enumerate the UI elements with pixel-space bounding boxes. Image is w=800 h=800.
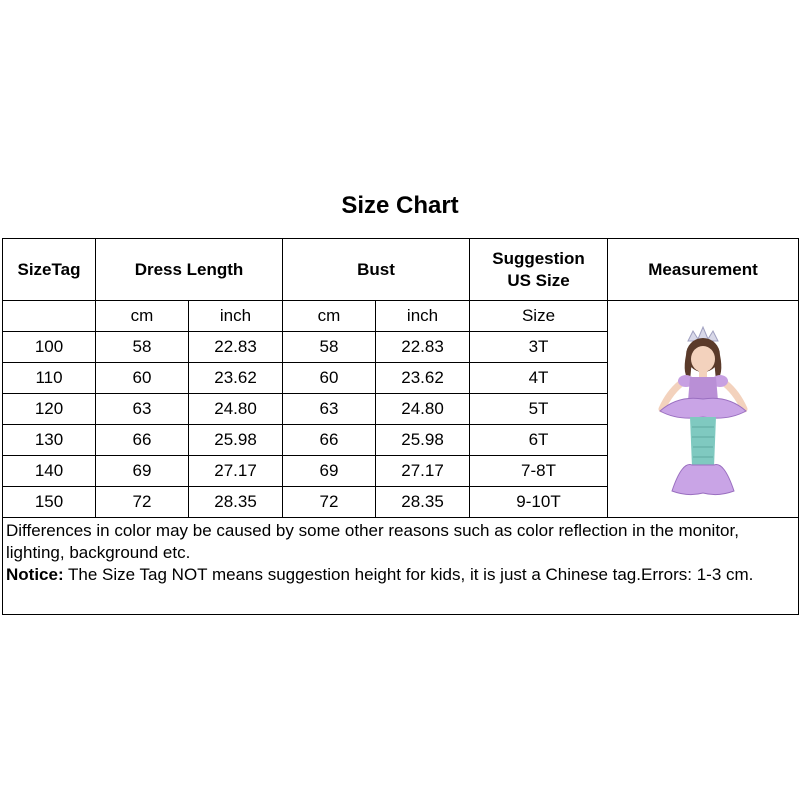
cell-bust-cm: 60 bbox=[283, 363, 376, 394]
cell-us-size: 3T bbox=[470, 332, 608, 363]
cell-dress-inch: 22.83 bbox=[189, 332, 283, 363]
girl-in-mermaid-dress-image bbox=[648, 319, 758, 499]
unit-empty bbox=[3, 301, 96, 332]
cell-us-size: 7-8T bbox=[470, 456, 608, 487]
header-dress-length: Dress Length bbox=[96, 239, 283, 301]
unit-bust-inch: inch bbox=[376, 301, 470, 332]
cell-bust-cm: 63 bbox=[283, 394, 376, 425]
cell-bust-inch: 23.62 bbox=[376, 363, 470, 394]
cell-dress-cm: 72 bbox=[96, 487, 189, 518]
header-row bbox=[3, 239, 799, 301]
cell-size-tag: 140 bbox=[3, 456, 96, 487]
chart-title: Size Chart bbox=[341, 192, 459, 219]
cell-dress-cm: 63 bbox=[96, 394, 189, 425]
cell-size-tag: 120 bbox=[3, 394, 96, 425]
size-table bbox=[2, 238, 799, 615]
header-size-tag: SizeTag bbox=[3, 239, 96, 301]
cell-dress-inch: 24.80 bbox=[189, 394, 283, 425]
cell-dress-cm: 69 bbox=[96, 456, 189, 487]
cell-dress-inch: 27.17 bbox=[189, 456, 283, 487]
header-suggestion-line2: US Size bbox=[507, 270, 570, 290]
cell-size-tag: 150 bbox=[3, 487, 96, 518]
header-suggestion-line1: Suggestion bbox=[492, 248, 585, 268]
cell-dress-inch: 25.98 bbox=[189, 425, 283, 456]
cell-dress-cm: 60 bbox=[96, 363, 189, 394]
header-bust: Bust bbox=[283, 239, 470, 301]
cell-size-tag: 110 bbox=[3, 363, 96, 394]
unit-dress-inch: inch bbox=[189, 301, 283, 332]
header-suggestion-us-size bbox=[470, 239, 608, 301]
cell-dress-cm: 66 bbox=[96, 425, 189, 456]
cell-size-tag: 130 bbox=[3, 425, 96, 456]
unit-row bbox=[3, 301, 799, 332]
cell-us-size: 5T bbox=[470, 394, 608, 425]
unit-size: Size bbox=[470, 301, 608, 332]
cell-bust-inch: 25.98 bbox=[376, 425, 470, 456]
cell-us-size: 9-10T bbox=[470, 487, 608, 518]
cell-bust-cm: 72 bbox=[283, 487, 376, 518]
cell-bust-inch: 22.83 bbox=[376, 332, 470, 363]
measurement-photo bbox=[608, 301, 799, 518]
cell-dress-inch: 23.62 bbox=[189, 363, 283, 394]
notes-row bbox=[3, 518, 799, 615]
cell-dress-cm: 58 bbox=[96, 332, 189, 363]
cell-bust-inch: 24.80 bbox=[376, 394, 470, 425]
cell-us-size: 4T bbox=[470, 363, 608, 394]
notice-text: The Size Tag NOT means suggestion height for kids, it is just a Chinese tag.Errors: 1-3 cm. bbox=[63, 565, 754, 584]
cell-dress-inch: 28.35 bbox=[189, 487, 283, 518]
disclaimer-text: Differences in color may be caused by some other reasons such as color reflection in the monitor, lighting, background etc. bbox=[6, 521, 739, 562]
cell-bust-inch: 28.35 bbox=[376, 487, 470, 518]
cell-bust-cm: 69 bbox=[283, 456, 376, 487]
cell-us-size: 6T bbox=[470, 425, 608, 456]
unit-dress-cm: cm bbox=[96, 301, 189, 332]
notes-cell bbox=[3, 518, 799, 615]
cell-size-tag: 100 bbox=[3, 332, 96, 363]
cell-bust-inch: 27.17 bbox=[376, 456, 470, 487]
unit-bust-cm: cm bbox=[283, 301, 376, 332]
header-measurement: Measurement bbox=[608, 239, 799, 301]
cell-bust-cm: 58 bbox=[283, 332, 376, 363]
cell-bust-cm: 66 bbox=[283, 425, 376, 456]
notice-label: Notice: bbox=[6, 565, 64, 584]
